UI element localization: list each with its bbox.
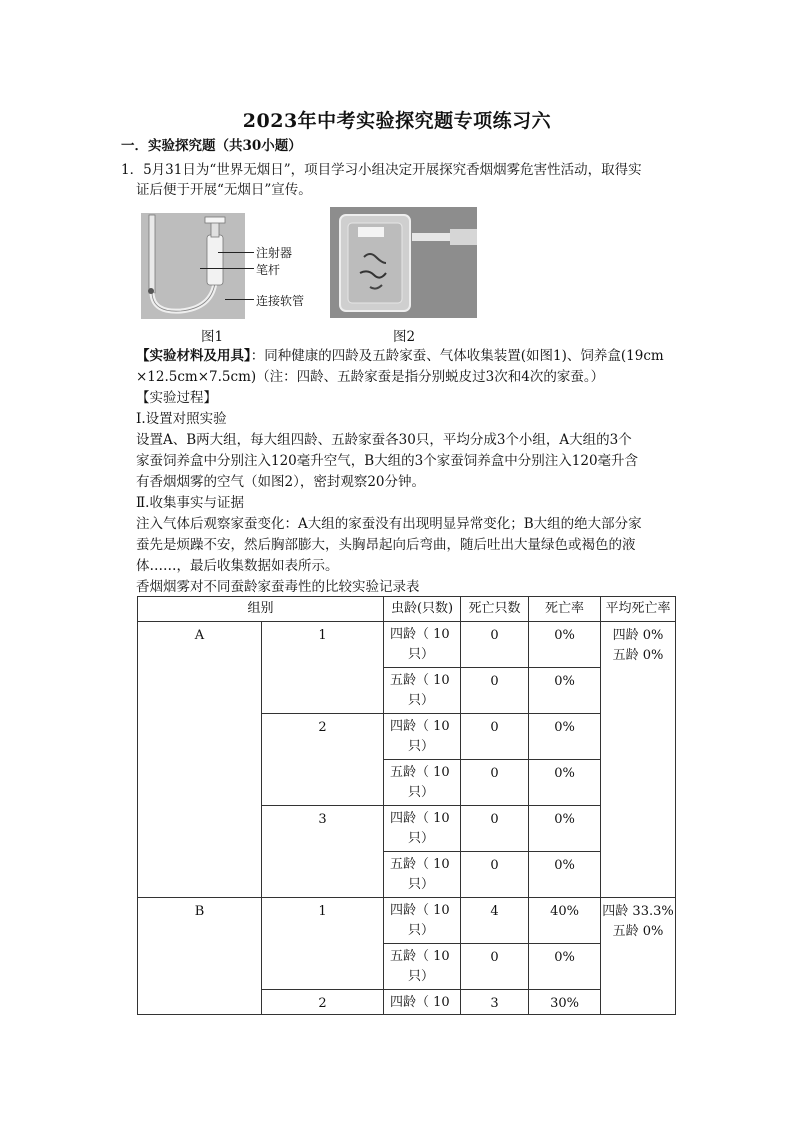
label-syringe: 注射器	[256, 246, 293, 260]
deaths-cell: 0	[461, 852, 529, 898]
question-line-1: 1．5月31日为“世界无烟日”，项目学习小组决定开展探究香烟烟雾危害性活动，取得实	[121, 162, 642, 178]
header-group: 组别	[138, 597, 384, 622]
figure-1-photo	[141, 213, 245, 319]
step-2-text-1: 注入气体后观察家蚕变化：A大组的家蚕没有出现明显异常变化；B大组的绝大部分家	[136, 516, 642, 532]
header-avg-rate: 平均死亡率	[601, 597, 676, 622]
group-a-avg-rate: 四龄 0% 五龄 0%	[601, 622, 676, 898]
deaths-cell: 4	[461, 898, 529, 944]
group-a-name: A	[138, 622, 262, 898]
age-cell: 四龄（ 10 只）	[384, 714, 461, 760]
question-line-2: 证后便于开展“无烟日”宣传。	[136, 182, 312, 198]
age-cell: 五龄（ 10 只）	[384, 944, 461, 990]
subgroup-number: 1	[262, 898, 384, 990]
table-caption: 香烟烟雾对不同蚕龄家蚕毒性的比较实验记录表	[136, 579, 420, 595]
age-cell: 五龄（ 10 只）	[384, 668, 461, 714]
age-cell: 五龄（ 10 只）	[384, 760, 461, 806]
subgroup-number: 1	[262, 622, 384, 714]
rate-cell: 0%	[529, 944, 601, 990]
leader-line-syringe	[218, 252, 254, 253]
table-row	[138, 622, 676, 668]
deaths-cell: 0	[461, 760, 529, 806]
rate-cell: 40%	[529, 898, 601, 944]
rate-cell: 0%	[529, 806, 601, 852]
label-connecting-tube: 连接软管	[256, 294, 305, 308]
step-2-text-3: 体……，最后收集数据如表所示。	[136, 558, 339, 574]
materials-line-2: ×12.5cm×7.5cm)（注：四龄、五龄家蚕是指分别蜕皮过3次和4次的家蚕。）	[136, 369, 605, 385]
rate-cell: 0%	[529, 852, 601, 898]
table-header-row	[138, 597, 676, 622]
header-rate: 死亡率	[529, 597, 601, 622]
age-cell: 四龄（ 10 只）	[384, 806, 461, 852]
rearing-box-image	[330, 207, 477, 318]
figure-2-photo	[330, 207, 477, 318]
label-pen-barrel: 笔杆	[256, 263, 281, 277]
materials-text: ：同种健康的四龄及五龄家蚕、气体收集装置(如图1)、饲养盒(19cm	[250, 348, 664, 364]
subgroup-number: 2	[262, 714, 384, 806]
table-row	[138, 898, 676, 944]
group-b-avg-rate: 四龄 33.3% 五龄 0%	[601, 898, 676, 1015]
header-deaths: 死亡只数	[461, 597, 529, 622]
deaths-cell: 3	[461, 990, 529, 1015]
results-table	[137, 596, 676, 1015]
step-1-text-1: 设置A、B两大组，每大组四龄、五龄家蚕各30只，平均分成3个小组，A大组的3个	[136, 432, 632, 448]
leader-line-pen	[200, 268, 254, 269]
rate-cell: 0%	[529, 668, 601, 714]
materials-label: 【实验材料及用具】	[136, 348, 251, 364]
rate-cell: 0%	[529, 622, 601, 668]
rate-cell: 0%	[529, 760, 601, 806]
materials-line-1	[136, 346, 664, 366]
deaths-cell: 0	[461, 622, 529, 668]
section-heading: 一．实验探究题（共30小题）	[121, 138, 302, 154]
page-title: 2023年中考实验探究题专项练习六	[242, 110, 552, 132]
subgroup-number: 3	[262, 806, 384, 898]
deaths-cell: 0	[461, 806, 529, 852]
step-1-text-3: 有香烟烟雾的空气（如图2），密封观察20分钟。	[136, 474, 426, 490]
figure-1-caption: 图1	[201, 329, 224, 345]
syringe-apparatus-image	[141, 213, 245, 319]
subgroup-number: 2	[262, 990, 384, 1015]
deaths-cell: 0	[461, 668, 529, 714]
age-cell: 四龄（ 10 只）	[384, 622, 461, 668]
step-2-text-2: 蚕先是烦躁不安，然后胸部膨大，头胸昂起向后弯曲，随后吐出大量绿色或褐色的液	[136, 537, 636, 553]
age-cell: 四龄（ 10	[384, 990, 461, 1015]
rate-cell: 0%	[529, 714, 601, 760]
rate-cell: 30%	[529, 990, 601, 1015]
group-b-name: B	[138, 898, 262, 1015]
step-1-text-2: 家蚕饲养盒中分别注入120毫升空气，B大组的3个家蚕饲养盒中分别注入120毫升含	[136, 453, 639, 469]
leader-line-tube	[225, 299, 254, 300]
age-cell: 四龄（ 10 只）	[384, 898, 461, 944]
step-2-heading: Ⅱ.收集事实与证据	[136, 495, 244, 511]
process-label: 【实验过程】	[136, 390, 217, 406]
age-cell: 五龄（ 10 只）	[384, 852, 461, 898]
step-1-heading: Ⅰ.设置对照实验	[136, 411, 227, 427]
figure-2-caption: 图2	[393, 329, 416, 345]
deaths-cell: 0	[461, 714, 529, 760]
deaths-cell: 0	[461, 944, 529, 990]
header-age: 虫龄(只数)	[384, 597, 461, 622]
